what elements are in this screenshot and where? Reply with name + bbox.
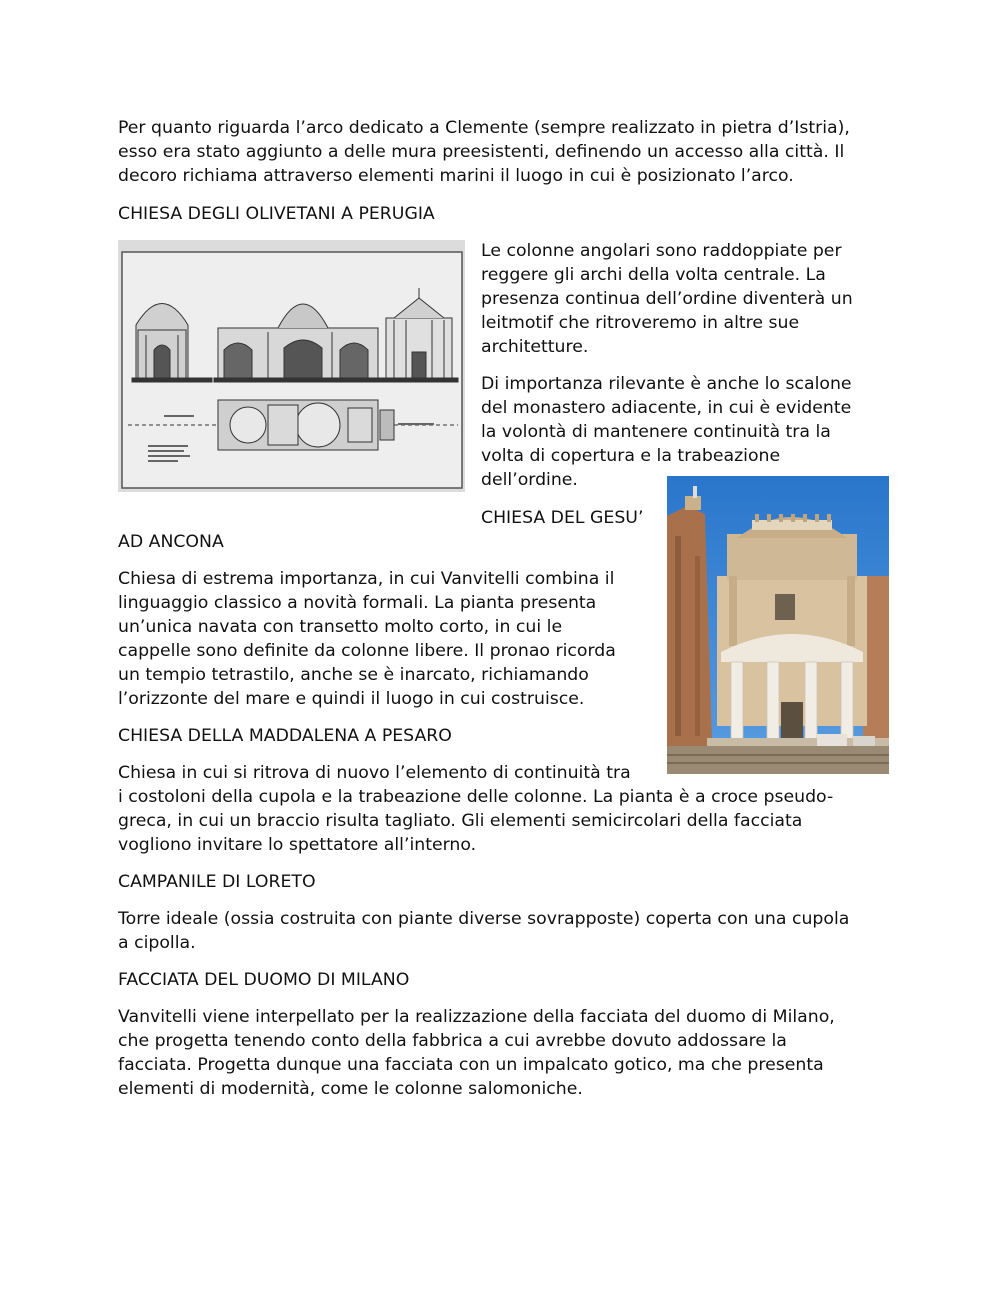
paragraph-milano: Vanvitelli viene interpellato per la realizzazione della facciata del duomo di Milano, che progetta tenendo conto della fabbrica a cui avrebbe dovuto addossare la facciata. Progetta dunque una facciata con un impalcato gotico, ma che presenta elementi di modernità, come le colonne salomoniche. xyxy=(118,1007,835,1099)
heading-gesu-part1: CHIESA DEL GESU’ xyxy=(481,508,644,528)
paragraph-loreto: Torre ideale (ossia costruita con piante diverse sovrapposte) coperta con una cupola a cipolla. xyxy=(118,909,850,953)
paragraph-maddalena: Chiesa in cui si ritrova di nuovo l’elemento di continuità tra i costoloni della cupola e la trabeazione delle colonne. La pianta è a croce pseudo- greca, in cui un braccio risulta tagliato. Gli elementi semicircolari della facciata vogliono invitare lo spettatore all’interno. xyxy=(118,763,834,855)
olivetani-drawing-image xyxy=(118,240,465,492)
paragraph-arco: Per quanto riguarda l’arco dedicato a Clemente (sempre realizzato in pietra d’Istria), esso era stato aggiunto a delle mura preesistenti, definendo un accesso alla città. Il decoro richiama attraverso elementi marini il luogo in cui è posizionato l’arco. xyxy=(118,118,850,186)
paragraph-olivetani-2: Di importanza rilevante è anche lo scalone del monastero adiacente, in cui è evidente la volontà di mantenere continuità tra la volta di copertura e la trabeazione dell’ordine. xyxy=(481,374,852,490)
paragraph-olivetani-1: Le colonne angolari sono raddoppiate per reggere gli archi della volta centrale. La presenza continua dell’ordine diventerà un leitmotif che ritroveremo in altre sue architetture. xyxy=(481,241,853,357)
heading-loreto: CAMPANILE DI LORETO xyxy=(118,872,316,892)
heading-olivetani: CHIESA DEGLI OLIVETANI A PERUGIA xyxy=(118,204,435,224)
heading-gesu-part2: AD ANCONA xyxy=(118,532,224,552)
heading-maddalena: CHIESA DELLA MADDALENA A PESARO xyxy=(118,726,452,746)
paragraph-gesu: Chiesa di estrema importanza, in cui Vanvitelli combina il linguaggio classico a novità formali. La pianta presenta un’unica navata con transetto molto corto, in cui le cappelle sono definite da colonne libere. Il pronao ricorda un tempio tetrastilo, anche se è inarcato, richiamando l’orizzonte del mare e quindi il luogo in cui costruisce. xyxy=(118,569,616,709)
heading-milano: FACCIATA DEL DUOMO DI MILANO xyxy=(118,970,410,990)
